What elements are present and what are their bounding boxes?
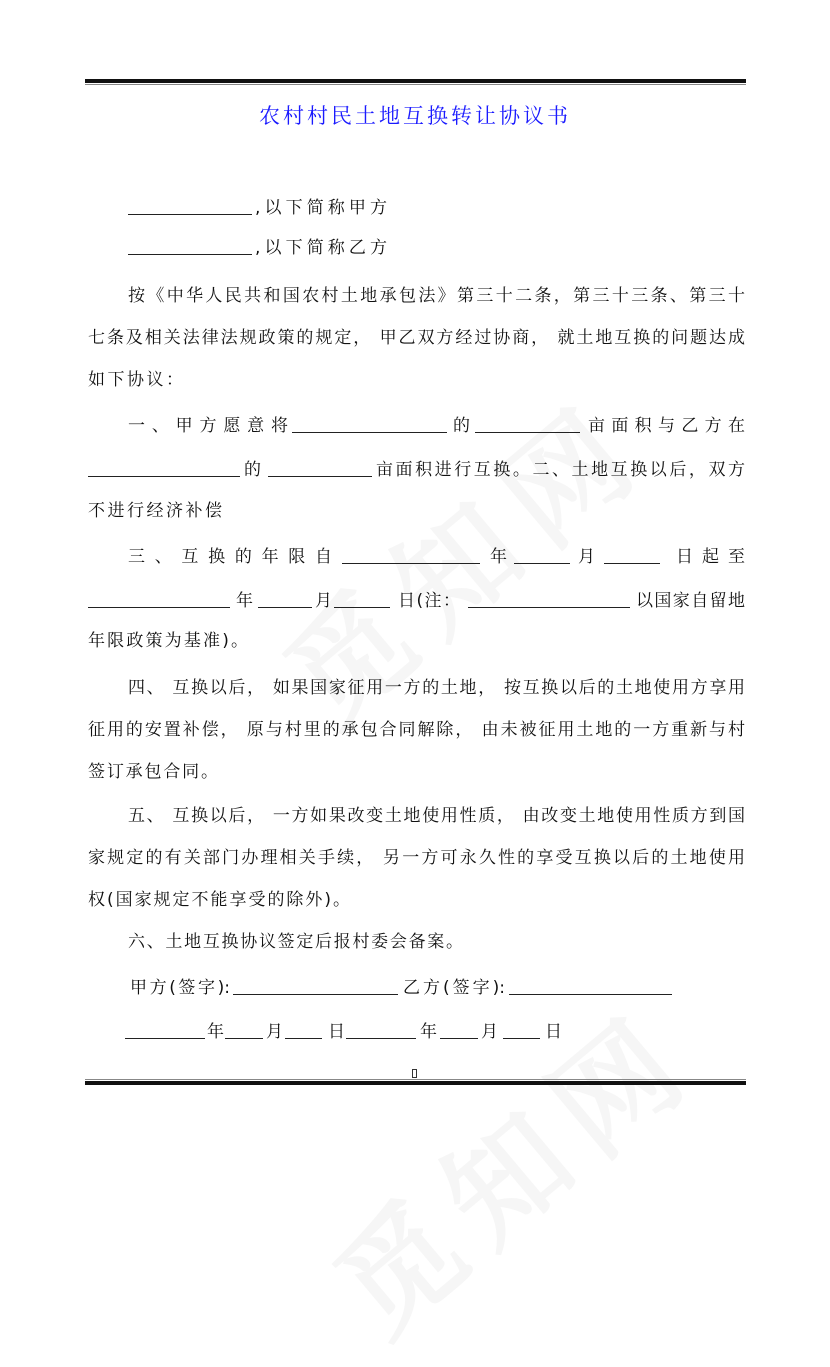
- document-title: 农村村民土地互换转让协议书: [259, 104, 571, 128]
- text-segment: 的: [244, 460, 261, 480]
- text-segment: 不进行经济补偿: [88, 501, 222, 521]
- party-a-day-blank[interactable]: [285, 1038, 322, 1039]
- party-a-month-blank[interactable]: [225, 1038, 263, 1039]
- area-blank[interactable]: [475, 432, 580, 433]
- text-segment: 亩面积与乙方在: [588, 416, 745, 436]
- intro-paragraph-line: [0, 368, 830, 392]
- party-b-signature-blank[interactable]: [509, 994, 672, 995]
- clause-4: [0, 676, 830, 700]
- party-a-line: [0, 196, 830, 220]
- clause-6: [0, 930, 830, 954]
- text-segment: 年: [207, 1022, 224, 1042]
- text-segment: 月: [315, 591, 332, 611]
- footer-rule: [85, 1081, 746, 1085]
- land-location-b-blank[interactable]: [88, 476, 240, 477]
- clause-5: [0, 804, 830, 828]
- text-segment: 的: [453, 416, 470, 436]
- end-year-blank[interactable]: [88, 607, 230, 608]
- party-a-signature-blank[interactable]: [233, 994, 398, 995]
- party-b-year-blank[interactable]: [346, 1038, 416, 1039]
- start-day-blank[interactable]: [604, 563, 660, 564]
- text-segment: 亩面积进行互换。二、土地互换以后，双方: [376, 460, 745, 480]
- note-blank[interactable]: [468, 607, 630, 608]
- text-segment: 日起至: [676, 547, 745, 567]
- party-b-day-blank[interactable]: [503, 1038, 540, 1039]
- party-b-line: [0, 236, 830, 260]
- party-b-label: ,以下简称乙方: [255, 238, 387, 258]
- end-month-blank[interactable]: [258, 607, 312, 608]
- header-rule-thin: [85, 84, 746, 85]
- clause-1-line-2: [0, 458, 830, 482]
- text-segment: 月: [481, 1022, 498, 1042]
- end-day-blank[interactable]: [334, 607, 390, 608]
- text-line: 四、 互换以后， 如果国家征用一方的土地， 按互换以后的土地使用方享用: [128, 678, 745, 698]
- party-a-label: ,以下简称甲方: [255, 198, 387, 218]
- text-line: 七条及相关法律法规政策的规定， 甲乙双方经过协商， 就土地互换的问题达成: [88, 328, 745, 348]
- clause-5-line-3: [0, 888, 830, 912]
- party-a-year-blank[interactable]: [125, 1038, 205, 1039]
- header-rule: [85, 79, 746, 83]
- text-line: 征用的安置补偿， 原与村里的承包合同解除， 由未被征用土地的一方重新与村: [88, 720, 745, 740]
- text-segment: 年: [490, 547, 507, 567]
- start-month-blank[interactable]: [514, 563, 570, 564]
- clause-3-line-2: [0, 589, 830, 613]
- text-segment: 一、甲方愿意将: [128, 416, 288, 436]
- text-segment: 三、互换的年限自: [128, 547, 332, 567]
- text-segment: 年限政策为基准)。: [88, 631, 248, 651]
- text-line: 如下协议：: [88, 370, 183, 390]
- land-location-blank[interactable]: [292, 432, 447, 433]
- text-segment: 以国家自留地: [636, 591, 745, 611]
- text-line: 家规定的有关部门办理相关手续， 另一方可永久性的享受互换以后的土地使用: [88, 848, 745, 868]
- text-segment: 年: [236, 591, 253, 611]
- text-line: 按《中华人民共和国农村土地承包法》第三十二条，第三十三条、第三十: [128, 286, 745, 306]
- party-a-blank[interactable]: [128, 214, 252, 215]
- text-line: 权(国家规定不能享受的除外)。: [88, 890, 350, 910]
- party-a-signature-label: 甲方(签字):: [130, 978, 230, 998]
- start-year-blank[interactable]: [342, 563, 480, 564]
- text-line: 五、 互换以后， 一方如果改变土地使用性质， 由改变土地使用性质方到国: [128, 806, 745, 826]
- signature-date-line: [0, 1020, 830, 1044]
- clause-1-line-3: [0, 499, 830, 523]
- intro-paragraph: [0, 284, 830, 308]
- text-segment: 年: [420, 1022, 437, 1042]
- party-b-signature-label: 乙方(签字):: [403, 978, 505, 998]
- clause-3: [0, 545, 830, 569]
- page-number-glyph-icon: [412, 1069, 417, 1078]
- text-line: 签订承包合同。: [88, 762, 218, 782]
- clause-1: [0, 414, 830, 438]
- area-b-blank[interactable]: [268, 476, 372, 477]
- text-segment: 月: [578, 547, 595, 567]
- text-segment: 日: [545, 1022, 562, 1042]
- clause-5-line-2: [0, 846, 830, 870]
- text-segment: 日: [328, 1022, 345, 1042]
- signature-line: [0, 976, 830, 1000]
- text-segment: 日(注：: [398, 591, 460, 611]
- intro-paragraph-line: [0, 326, 830, 350]
- text-line: 六、土地互换协议签定后报村委会备案。: [128, 932, 463, 952]
- clause-3-line-3: [0, 629, 830, 653]
- clause-4-line-2: [0, 718, 830, 742]
- party-b-blank[interactable]: [128, 254, 252, 255]
- party-b-month-blank[interactable]: [440, 1038, 478, 1039]
- footer-rule-thin: [85, 1079, 746, 1080]
- text-segment: 月: [266, 1022, 283, 1042]
- clause-4-line-3: [0, 760, 830, 784]
